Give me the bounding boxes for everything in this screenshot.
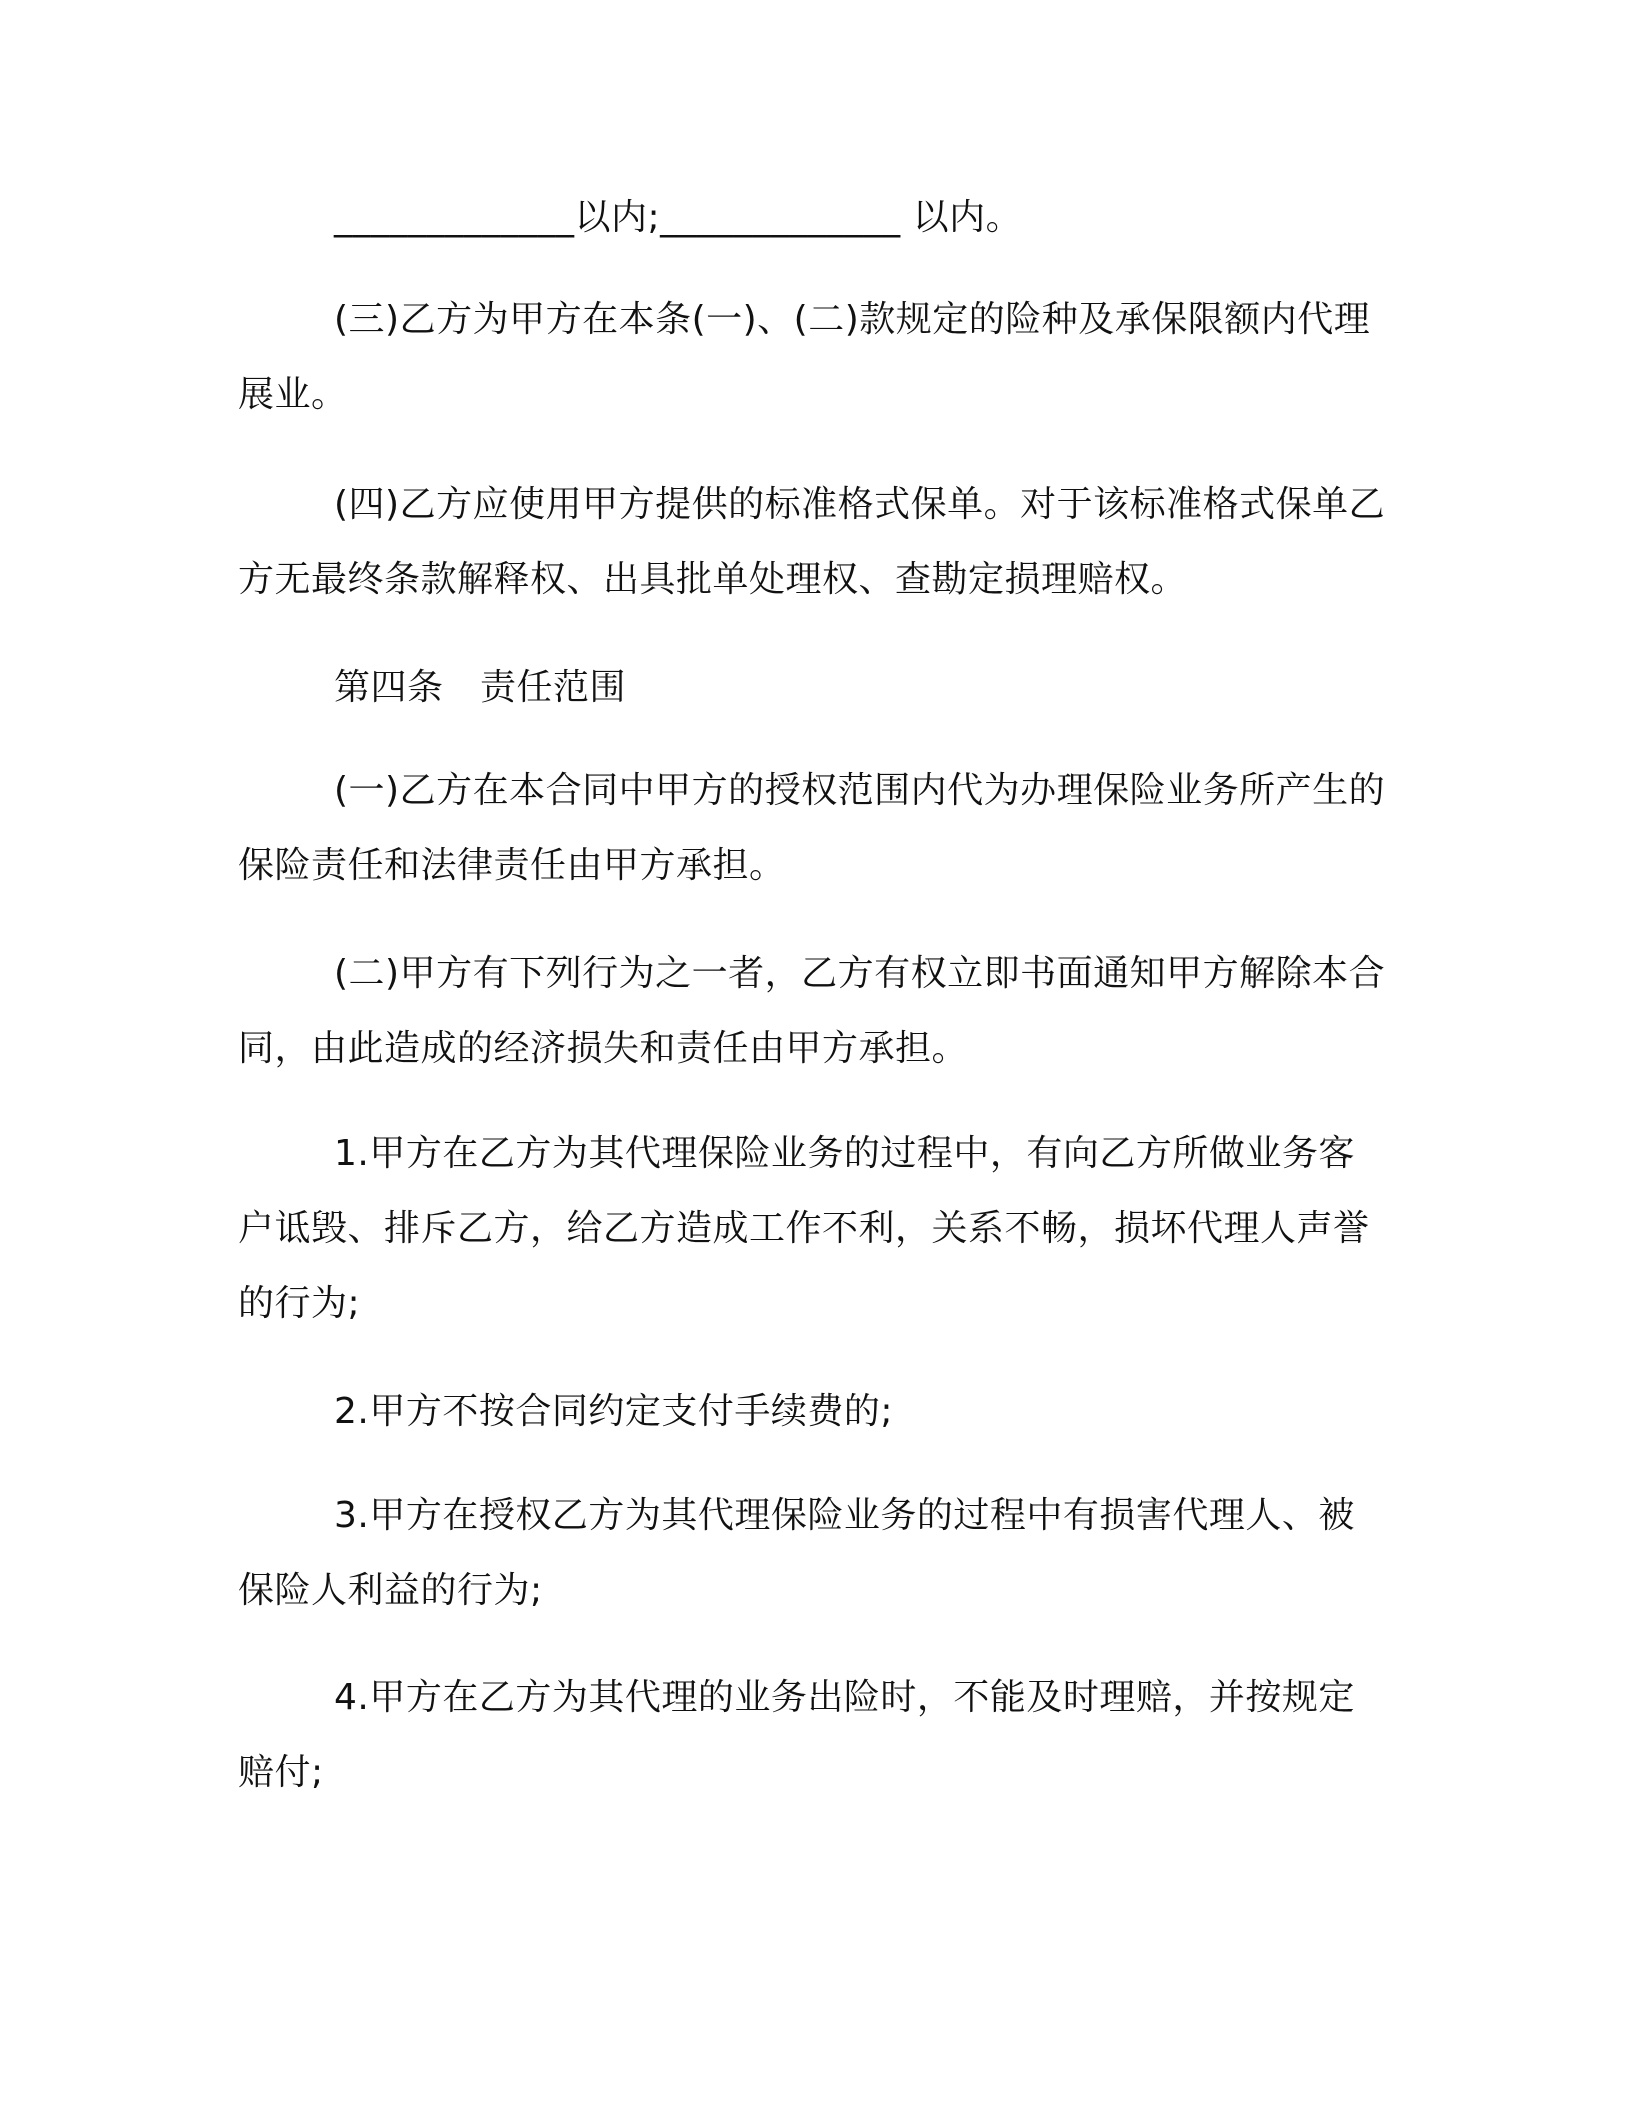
- paragraph-liability-2: (二)甲方有下列行为之一者，乙方有权立即书面通知甲方解除本合同，由此造成的经济损失和责任由甲方承担。: [238, 953, 1386, 1069]
- list-item-4: 4.甲方在乙方为其代理的业务出险时，不能及时理赔，并按规定赔付;: [238, 1677, 1355, 1793]
- list-item-3: 3.甲方在授权乙方为其代理保险业务的过程中有损害代理人、被保险人利益的行为;: [238, 1495, 1355, 1611]
- list-item-2: 2.甲方不按合同约定支付手续费的;: [334, 1391, 893, 1432]
- list-item-1: 1.甲方在乙方为其代理保险业务的过程中，有向乙方所做业务客户诋毁、排斥乙方，给乙方造成工作不利，关系不畅，损坏代理人声誉的行为;: [238, 1133, 1370, 1324]
- paragraph-limits-continuation: _____________以内;_____________ 以内。: [334, 197, 1023, 238]
- paragraph-liability-1: (一)乙方在本合同中甲方的授权范围内代为办理保险业务所产生的保险责任和法律责任由甲方承担。: [238, 770, 1386, 886]
- paragraph-clause-4: (四)乙方应使用甲方提供的标准格式保单。对于该标准格式保单乙方无最终条款解释权、出具批单处理权、查勘定损理赔权。: [238, 484, 1386, 600]
- paragraph-clause-3: (三)乙方为甲方在本条(一)、(二)款规定的险种及承保限额内代理展业。: [238, 299, 1371, 415]
- section-heading-article-4: 第四条 责任范围: [334, 667, 627, 708]
